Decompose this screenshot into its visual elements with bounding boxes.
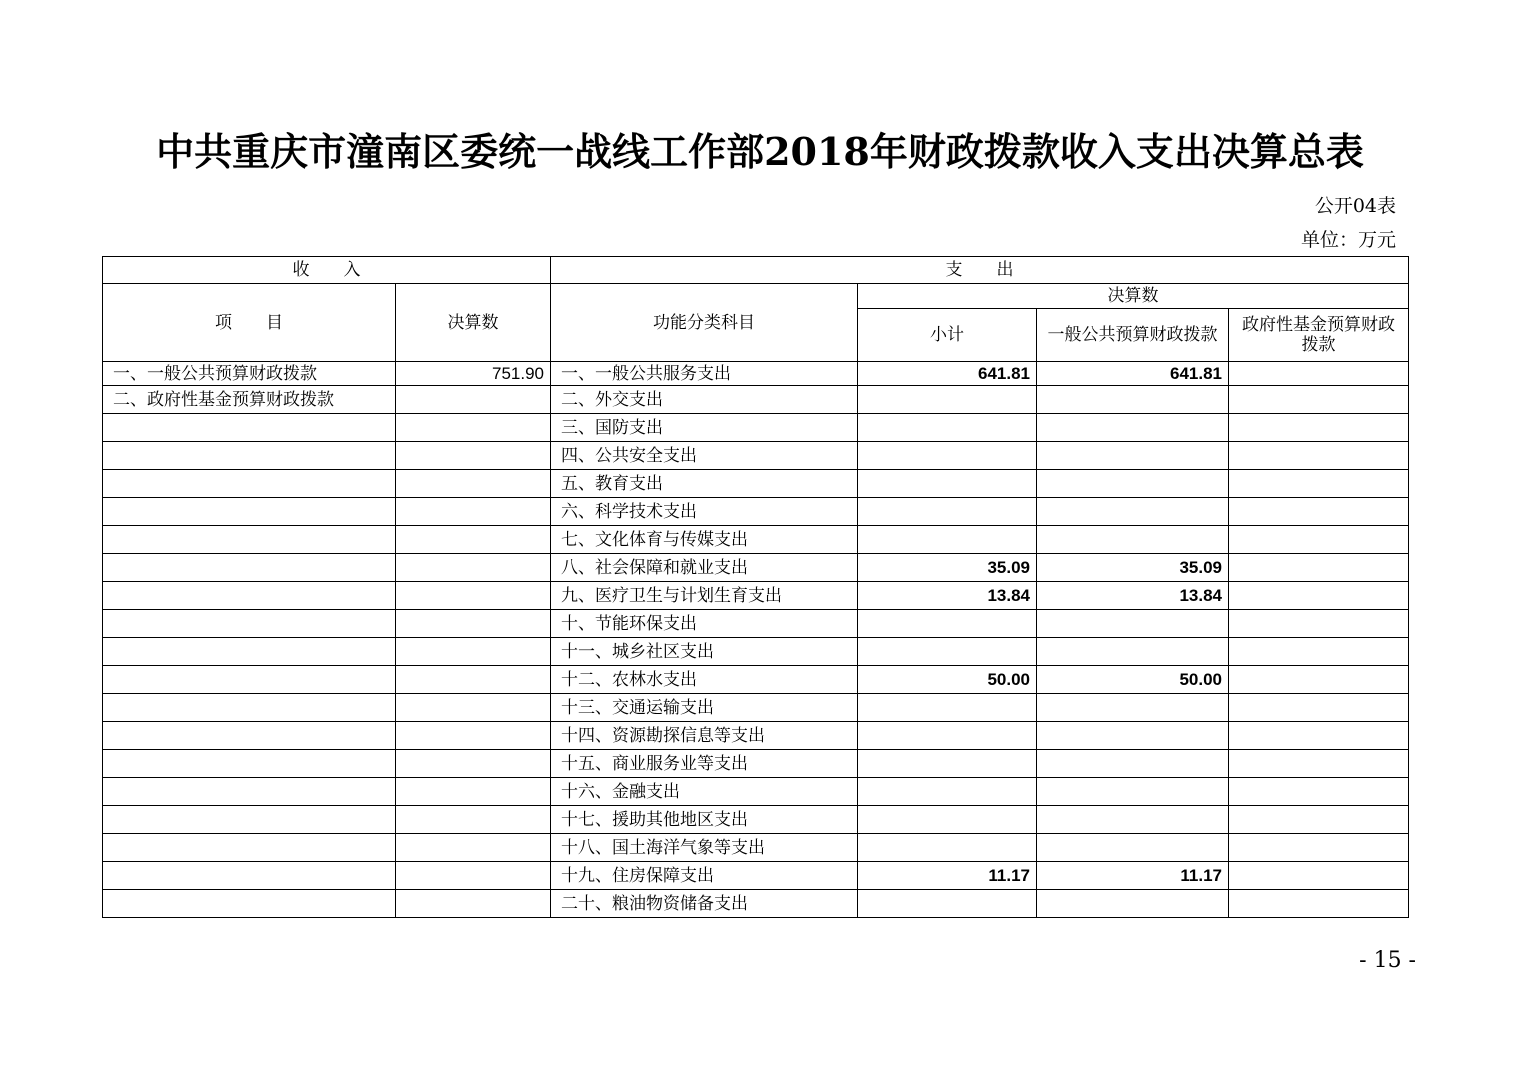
income-amount-cell: [396, 470, 551, 498]
income-amount-cell: [396, 414, 551, 442]
general-budget-cell: [1037, 470, 1229, 498]
fund-budget-header: 政府性基金预算财政拨款: [1229, 309, 1409, 362]
subtotal-cell: [858, 470, 1037, 498]
income-item-cell: [103, 442, 396, 470]
general-budget-cell: [1037, 750, 1229, 778]
income-amount-cell: [396, 582, 551, 610]
income-item-cell: [103, 582, 396, 610]
subtotal-cell: 11.17: [858, 862, 1037, 890]
general-budget-cell: 641.81: [1037, 362, 1229, 386]
income-amount-cell: [396, 862, 551, 890]
income-amount-cell: [396, 834, 551, 862]
income-item-cell: [103, 890, 396, 918]
income-item-cell: [103, 806, 396, 834]
income-item-cell: [103, 638, 396, 666]
expense-item-cell: 三、国防支出: [551, 414, 858, 442]
fund-budget-cell: [1229, 414, 1409, 442]
fund-budget-cell: [1229, 750, 1409, 778]
general-budget-header: 一般公共预算财政拨款: [1037, 309, 1229, 362]
subtotal-header: 小计: [858, 309, 1037, 362]
table-row: [103, 666, 1409, 694]
general-budget-cell: 50.00: [1037, 666, 1229, 694]
budget-table: [102, 256, 1409, 918]
income-item-cell: 二、政府性基金预算财政拨款: [103, 386, 396, 414]
subtotal-cell: [858, 498, 1037, 526]
fund-budget-cell: [1229, 862, 1409, 890]
general-budget-cell: [1037, 890, 1229, 918]
general-budget-cell: [1037, 834, 1229, 862]
general-budget-cell: [1037, 638, 1229, 666]
subtotal-cell: [858, 414, 1037, 442]
expense-item-cell: 十九、住房保障支出: [551, 862, 858, 890]
general-budget-cell: [1037, 442, 1229, 470]
income-item-cell: [103, 694, 396, 722]
income-item-cell: [103, 750, 396, 778]
fund-budget-cell: [1229, 722, 1409, 750]
subtotal-cell: [858, 442, 1037, 470]
income-item-cell: [103, 554, 396, 582]
settled-amount-header: 决算数: [396, 284, 551, 362]
expense-item-cell: 四、公共安全支出: [551, 442, 858, 470]
income-amount-cell: [396, 722, 551, 750]
table-row: [103, 470, 1409, 498]
fund-budget-cell: [1229, 554, 1409, 582]
income-item-cell: [103, 470, 396, 498]
income-amount-cell: [396, 694, 551, 722]
general-budget-cell: 13.84: [1037, 582, 1229, 610]
fund-budget-cell: [1229, 526, 1409, 554]
expense-item-cell: 一、一般公共服务支出: [551, 362, 858, 386]
income-amount-cell: [396, 666, 551, 694]
general-budget-cell: [1037, 806, 1229, 834]
subtotal-cell: [858, 638, 1037, 666]
table-row: [103, 638, 1409, 666]
item-header: 项 目: [103, 284, 396, 362]
fund-budget-cell: [1229, 442, 1409, 470]
subtotal-cell: 641.81: [858, 362, 1037, 386]
income-item-cell: [103, 666, 396, 694]
expense-item-cell: 十六、金融支出: [551, 778, 858, 806]
fund-budget-cell: [1229, 638, 1409, 666]
subtotal-cell: [858, 526, 1037, 554]
table-row: [103, 694, 1409, 722]
expense-item-cell: 二十、粮油物资储备支出: [551, 890, 858, 918]
fund-budget-cell: [1229, 582, 1409, 610]
table-row: [103, 362, 1409, 386]
general-budget-cell: [1037, 386, 1229, 414]
fund-budget-cell: [1229, 498, 1409, 526]
subtotal-cell: [858, 890, 1037, 918]
expense-item-cell: 十二、农林水支出: [551, 666, 858, 694]
general-budget-cell: [1037, 722, 1229, 750]
income-item-cell: [103, 862, 396, 890]
income-header: 收 入: [103, 257, 551, 284]
subtotal-cell: [858, 834, 1037, 862]
general-budget-cell: [1037, 498, 1229, 526]
fund-budget-cell: [1229, 890, 1409, 918]
income-amount-cell: [396, 890, 551, 918]
fund-budget-cell: [1229, 834, 1409, 862]
unit-label: 单位：万元: [1300, 229, 1396, 251]
subtotal-cell: 50.00: [858, 666, 1037, 694]
table-row: [103, 442, 1409, 470]
function-category-header: 功能分类科目: [551, 284, 858, 362]
expense-item-cell: 六、科学技术支出: [551, 498, 858, 526]
expense-item-cell: 八、社会保障和就业支出: [551, 554, 858, 582]
expense-item-cell: 九、医疗卫生与计划生育支出: [551, 582, 858, 610]
income-item-cell: [103, 610, 396, 638]
expense-item-cell: 十七、援助其他地区支出: [551, 806, 858, 834]
table-row: [103, 414, 1409, 442]
subtotal-cell: [858, 778, 1037, 806]
table-row: [103, 750, 1409, 778]
expense-item-cell: 五、教育支出: [551, 470, 858, 498]
subtotal-cell: [858, 694, 1037, 722]
general-budget-cell: [1037, 610, 1229, 638]
income-amount-cell: [396, 778, 551, 806]
expense-item-cell: 十、节能环保支出: [551, 610, 858, 638]
general-budget-cell: [1037, 778, 1229, 806]
income-amount-cell: [396, 498, 551, 526]
table-row: [103, 862, 1409, 890]
income-item-cell: [103, 526, 396, 554]
subtotal-cell: [858, 386, 1037, 414]
general-budget-cell: 11.17: [1037, 862, 1229, 890]
table-row: [103, 610, 1409, 638]
settled-amount-group-header: 决算数: [858, 284, 1409, 309]
subtotal-cell: [858, 806, 1037, 834]
subtotal-cell: [858, 750, 1037, 778]
expense-header: 支 出: [551, 257, 1409, 284]
fund-budget-cell: [1229, 386, 1409, 414]
income-amount-cell: [396, 638, 551, 666]
general-budget-cell: [1037, 414, 1229, 442]
header-row-1: [103, 257, 1409, 284]
table-row: [103, 386, 1409, 414]
table-row: [103, 834, 1409, 862]
subtotal-cell: 35.09: [858, 554, 1037, 582]
expense-item-cell: 十四、资源勘探信息等支出: [551, 722, 858, 750]
table-row: [103, 722, 1409, 750]
income-item-cell: [103, 722, 396, 750]
table-row: [103, 778, 1409, 806]
income-amount-cell: [396, 806, 551, 834]
income-amount-cell: [396, 554, 551, 582]
page-title: 中共重庆市潼南区委统一战线工作部2018年财政拨款收入支出决算总表: [156, 129, 1364, 174]
expense-item-cell: 七、文化体育与传媒支出: [551, 526, 858, 554]
fund-budget-cell: [1229, 806, 1409, 834]
income-item-cell: [103, 498, 396, 526]
fund-budget-cell: [1229, 470, 1409, 498]
subtotal-cell: 13.84: [858, 582, 1037, 610]
table-row: [103, 554, 1409, 582]
fund-budget-cell: [1229, 694, 1409, 722]
subtotal-cell: [858, 610, 1037, 638]
fund-budget-cell: [1229, 610, 1409, 638]
subtotal-cell: [858, 722, 1037, 750]
income-amount-cell: [396, 750, 551, 778]
header-row-2: [103, 284, 1409, 309]
income-amount-cell: [396, 526, 551, 554]
page-number: - 15 -: [1359, 948, 1416, 973]
general-budget-cell: [1037, 526, 1229, 554]
fund-budget-cell: [1229, 778, 1409, 806]
form-number: 公开04表: [1314, 195, 1396, 217]
general-budget-cell: 35.09: [1037, 554, 1229, 582]
income-item-cell: [103, 834, 396, 862]
expense-item-cell: 十一、城乡社区支出: [551, 638, 858, 666]
fund-budget-cell: [1229, 362, 1409, 386]
table-row: [103, 582, 1409, 610]
fund-budget-cell: [1229, 666, 1409, 694]
income-item-cell: [103, 414, 396, 442]
income-item-cell: [103, 778, 396, 806]
table-row: [103, 806, 1409, 834]
income-amount-cell: [396, 442, 551, 470]
expense-item-cell: 十八、国土海洋气象等支出: [551, 834, 858, 862]
income-amount-cell: 751.90: [396, 362, 551, 386]
table-row: [103, 498, 1409, 526]
income-amount-cell: [396, 610, 551, 638]
income-item-cell: 一、一般公共预算财政拨款: [103, 362, 396, 386]
general-budget-cell: [1037, 694, 1229, 722]
expense-item-cell: 二、外交支出: [551, 386, 858, 414]
income-amount-cell: [396, 386, 551, 414]
expense-item-cell: 十五、商业服务业等支出: [551, 750, 858, 778]
table-row: [103, 890, 1409, 918]
table-row: [103, 526, 1409, 554]
expense-item-cell: 十三、交通运输支出: [551, 694, 858, 722]
